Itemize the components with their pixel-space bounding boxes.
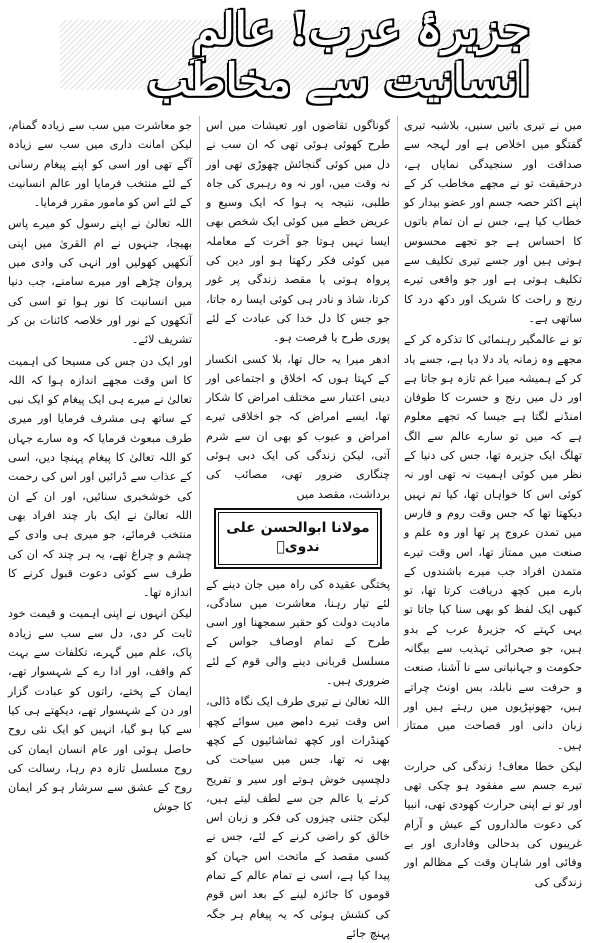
article-body xyxy=(8,116,582,940)
page-ornament xyxy=(292,722,302,732)
column-middle xyxy=(205,116,390,940)
paragraph: تو نے عالمگیر رہنمائی کا تذکرہ کر کے مجھے وہ زمانہ یاد دلا دیا ہے، جسے یاد کر کے ہمیشہ میرا غم تازہ ہو جاتا ہے اور دل میں رنج و حسرت کا طوفان امنڈنے لگتا ہے جیسا کہ تجھے معلوم ہے کہ میں تو سارے عالم سے الگ تھلگ ایک جزیرہ تھا، جس کی دنیا کے نظر میں کوئی اہمیت نہ تھی اور نہ کوئی اس کا خواہاں تھا، کیا تم نہیں دیکھتا تھا کہ جس وقت روم و فارس میں تمدن عروج پر تھا اور وہ علم و صنعت میں ممتاز تھا، اس وقت تیرے متمدن افراد جب میرے باشندوں کے بارے میں کچھ دریافت کرتا تھا، تو کبھی ایک لفظ کو بھی سنا کیا جاتا تو یہی کہتے کہ جزیرۂ عرب کے بدو ہیں، جو صحرائی تہذیب سے بیگانہ حکومت و جہانبانی سے نا آشنا، صنعت و حرفت سے نابلد، بس اونٹ چراتے ہیں، جھونپڑیوں میں رہتے ہیں اور زبان دانی اور فصاحت میں ممتاز ہیں۔ xyxy=(404,333,582,752)
paragraph: اللہ تعالیٰ نے تیری طرف ایک نگاہ ڈالی، اس وقت تیرے دامن میں سوائے کچھ کھنڈرات اور کچھ تماشائیوں کے کچھ بھی نہ تھا، جس میں سیاحت کی دلچسپی خوش ہوتے اور سیر و تفریح کرتے یا عالم جن سے لطف لیتے ہیں، لیکن جتنی چیزوں کی فکر و زبان اس خالق کو راضی کرنے کے لئے، جس نے کسی مقصد کے ماتحت اس جہان کو پیدا کیا ہے، اسی نے تمام عالم کے تمام قوموں کا جائزہ لینے کے بعد اس قوم کی کشش ہوئی کہ یہ پیغام ہر جگہ پہنچ جائے xyxy=(205,695,390,940)
paragraph: پختگی عقیدہ کی راہ میں جان دینے کے لئے تیار رہنا، معاشرت میں سادگی، مادیت دولت کو حقیر سمجھنا اور اسی طرح کے تمام اوصاف جواس کے مسلسل قربانی دینے والی قوم کے لئے ضروری ہیں۔ xyxy=(206,577,390,688)
author-byline: مولانا ابوالحسن علی ندویؒ xyxy=(218,512,378,565)
paragraph: میں نے تیری باتیں سنیں، بلاشبہ تیری گفتگو میں اخلاص ہے اور لہجہ سے صداقت اور سنجیدگی نمایاں ہے، درحقیقت تو نے مجھے مخاطب کر کے اپنے اکثر حصہ جسم اور عضو بیدار کو خطاب کیا ہے، جس نے ان تمام باتوں کا احساس ہے جو تجھے محسوس ہوتی ہیں اور جسے تیری تکلیف سے تکلیف ہوتی ہے اور جو واقعی تیرے رنج و راحت کا شریک اور دکھ درد کا ساتھی ہے۔ xyxy=(404,119,582,325)
paragraph: اور ایک دن جس کی مسیحا کی اہمیت کا اس وقت مجھے اندازہ ہوا کہ اللہ تعالیٰ نے میرے ہی ایک پیغام کو ایک نبی کے ساتھ ہی مشرف فرمایا اور میری طرف مبعوث فرمایا کہ وہ سارے جہاں کو اللہ تعالیٰ کا پیغام پہنچا دیں، اسی کے عذاب سے ڈرائیں اور اس کی رحمت کی خوشخبری سنائیں، اور ان کے ان اللہ تعالیٰ نے ایک بار چند افراد بھی منتخب فرمائے، جو میری ہی وادی کے چشم و چراغ تھے، یہ ہر چند کہ ان کی طرف سے کوئی دعوت قبول کرنے کا اندازہ تھا۔ xyxy=(8,354,192,600)
column-left xyxy=(8,116,192,814)
paragraph: لیکن خطا معاف! زندگی کی حرارت تیرے جسم سے مفقود ہو چکی تھی اور تو نے اپنی حرارت کھودی تھی، انبیا کی دعوت مالداروں کے عیش و آرام غریبوں کی بدحالی وفاداری اور بے وفائی اور شاہان وقت کے مظالم اور زندگی کی xyxy=(404,759,582,889)
headline-banner xyxy=(60,4,530,106)
column-divider xyxy=(397,116,398,728)
author-byline-box xyxy=(214,508,382,569)
paragraph: ادھر میرا یہ حال تھا، بلا کسی انکسار کے کہتا ہوں کہ اخلاق و اجتماعی اور دینی اعتبار سے مختلف امراض کا شکار تھا، ایسے امراض کہ جو اخلاقی تیرے امراض و عیوب کو بھی ان سے شرم آتی، لیکن زندگی کی ایک دبی ہوئی چنگاری ضرور تھی، مصائب کی برداشت، مقصد میں xyxy=(206,352,390,501)
paragraph: گوناگوں تقاضوں اور تعیشات میں اس طرح کھوئی ہوئی تھی کہ ان سب نے دل میں کوئی گنجائش چھوڑی تھی اور نہ وقت میں، اور نہ وہ رہبری کی جاہ طلبی، نتیجہ یہ ہوا کہ ایک وسیع و عریض خطے میں کوئی ایک شخص بھی ایسا نہیں ہوتا جو آخرت کے معاملہ میں کوئی فکر رکھتا ہو اور دین کی پرواہ ہوتی یا مقصد زندگی پر غور کرتا، شاذ و نادر ہی کوئی ایسا رہ جاتا، جو جس کا دل خدا کی عبادت کے لئے پوری طرح یا فرصت ہو۔ xyxy=(206,119,390,345)
paragraph: اللہ تعالیٰ نے اپنے رسول کو میرے پاس بھیجا، جنہوں نے ام القریٰ میں اپنی آنکھیں کھولیں اور انہی کی وادی میں پروان چڑھے اور میرے سامنے، جب دنیا میں انسانیت کا نور ہوا تو اسی کی آنکھوں کے نور اور خلاصہ کائنات بن کر تشریف لائے۔ xyxy=(8,217,192,347)
column-right xyxy=(404,116,582,889)
article-header xyxy=(0,0,590,112)
paragraph: لیکن انہوں نے اپنی اہمیت و قیمت خود ثابت کر دی، دل سے سب سے زیادہ پاک، علم میں گہرے، تکلفات سے بہت کم واقف، اور ادا رے کے شہسوار تھے، ایمان کے پختے، راتوں کو عبادت گزار اور دن کے شہسوار تھے، دیکھتے ہی کیا سے کیا ہو گیا، انہیں کو ایک نئی روح حاصل ہوئی اور عام انسان ایمان کی روح مسلسل تازہ دم رہا، رسالت کی روح کے عشق سے سرشار ہو کر ایمان کا جوش xyxy=(8,607,192,814)
headline: جزیرۂ عرب! عالمِ انسانیت سے مخاطب xyxy=(147,4,530,106)
column-divider xyxy=(199,116,200,728)
paragraph: جو معاشرت میں سب سے زیادہ گمنام، لیکن امانت داری میں سب سے زیادہ آگے تھی اور اسی کو اپنے پیغام رسانی کے لئے منتخب فرمایا اور عالم انسانیت کے لئے اس کو مامور مقرر فرمایا۔ xyxy=(8,119,192,210)
